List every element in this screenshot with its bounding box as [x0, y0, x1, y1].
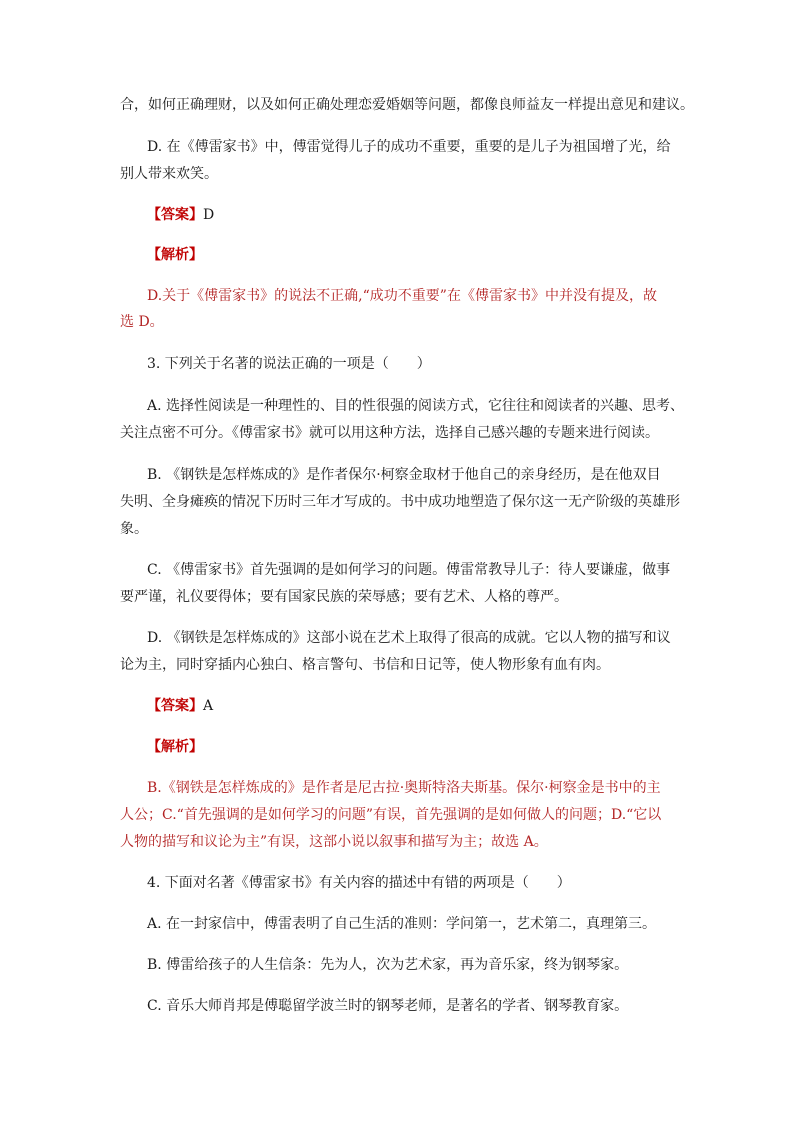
- text-line: 别人带来欢笑。: [120, 166, 218, 182]
- option-b-text: B. 傅雷给孩子的人生信条：先为人，次为艺术家，再为音乐家，终为钢琴家。: [147, 957, 629, 973]
- question-4-stem: 4. 下面对名著《傅雷家书》有关内容的描述中有错的两项是（ ）: [147, 875, 571, 891]
- analysis-label: 【解析】: [147, 247, 203, 263]
- option-a-text: A. 选择性阅读是一种理性的、目的性很强的阅读方式，它往往和阅读者的兴趣、思考、: [147, 398, 685, 414]
- analysis-text-part: “成功不重要”在《傅雷家书》中并没有提及，故: [362, 288, 657, 304]
- text-line: 论为主，同时穿插内心独白、格言警句、书信和日记等，使人物形象有血有肉。: [120, 657, 610, 673]
- text-line: 象。: [120, 521, 148, 537]
- option-c-text: C. 《傅雷家书》首先强调的是如何学习的问题。傅雷常教导儿子：待人要谦虚，做事: [147, 562, 671, 578]
- answer-label: 【答案】: [147, 207, 203, 223]
- analysis-text: [147, 286, 657, 306]
- text-line: 要严谨，礼仪要得体；要有国家民族的荣辱感；要有艺术、人格的尊严。: [120, 589, 568, 605]
- analysis-text: 选 D。: [120, 314, 164, 330]
- option-d-text: D. 《钢铁是怎样炼成的》这部小说在艺术上取得了很高的成就。它以人物的描写和议: [147, 630, 671, 646]
- option-c-text: C. 音乐大师肖邦是傅聪留学波兰时的钢琴老师，是著名的学者、钢琴教育家。: [147, 998, 629, 1014]
- answer-value: D: [203, 207, 215, 223]
- option-a-text: A. 在一封家信中，傅雷表明了自己生活的准则：学问第一，艺术第二，真理第三。: [147, 916, 657, 932]
- analysis-text-part: D.关于《傅雷家书》的说法不正确,: [147, 288, 363, 304]
- option-d-text: D. 在《傅雷家书》中，傅雷觉得儿子的成功不重要，重要的是儿子为祖国增了光，给: [147, 139, 671, 155]
- text-line: 关注点密不可分。《傅雷家书》就可以用这种方法，选择自己感兴趣的专题来进行阅读。: [120, 425, 659, 441]
- option-b-text: B. 《钢铁是怎样炼成的》是作者保尔·柯察金取材于他自己的亲身经历，是在他双目: [147, 467, 661, 483]
- answer-value: A: [203, 698, 214, 714]
- analysis-text: 人公；C.“首先强调的是如何学习的问题”有误，首先强调的是如何做人的问题；D.“它以: [120, 807, 662, 823]
- answer-line: [147, 696, 213, 716]
- analysis-label: 【解析】: [147, 739, 203, 755]
- analysis-text: 人物的描写和议论为主”有误，这部小说以叙事和描写为主；故选 A。: [120, 834, 548, 850]
- answer-label: 【答案】: [147, 698, 203, 714]
- analysis-text: B.《钢铁是怎样炼成的》是作者是尼古拉·奥斯特洛夫斯基。保尔·柯察金是书中的主: [147, 780, 661, 796]
- question-3-stem: 3. 下列关于名著的说法正确的一项是（ ）: [147, 356, 431, 372]
- text-line: 失明、全身瘫痪的情况下历时三年才写成的。书中成功地塑造了保尔这一无产阶级的英雄形: [120, 494, 680, 510]
- answer-line: [147, 205, 214, 225]
- text-line: 合，如何正确理财，以及如何正确处理恋爱婚姻等问题，都像良师益友一样提出意见和建议。: [120, 97, 694, 113]
